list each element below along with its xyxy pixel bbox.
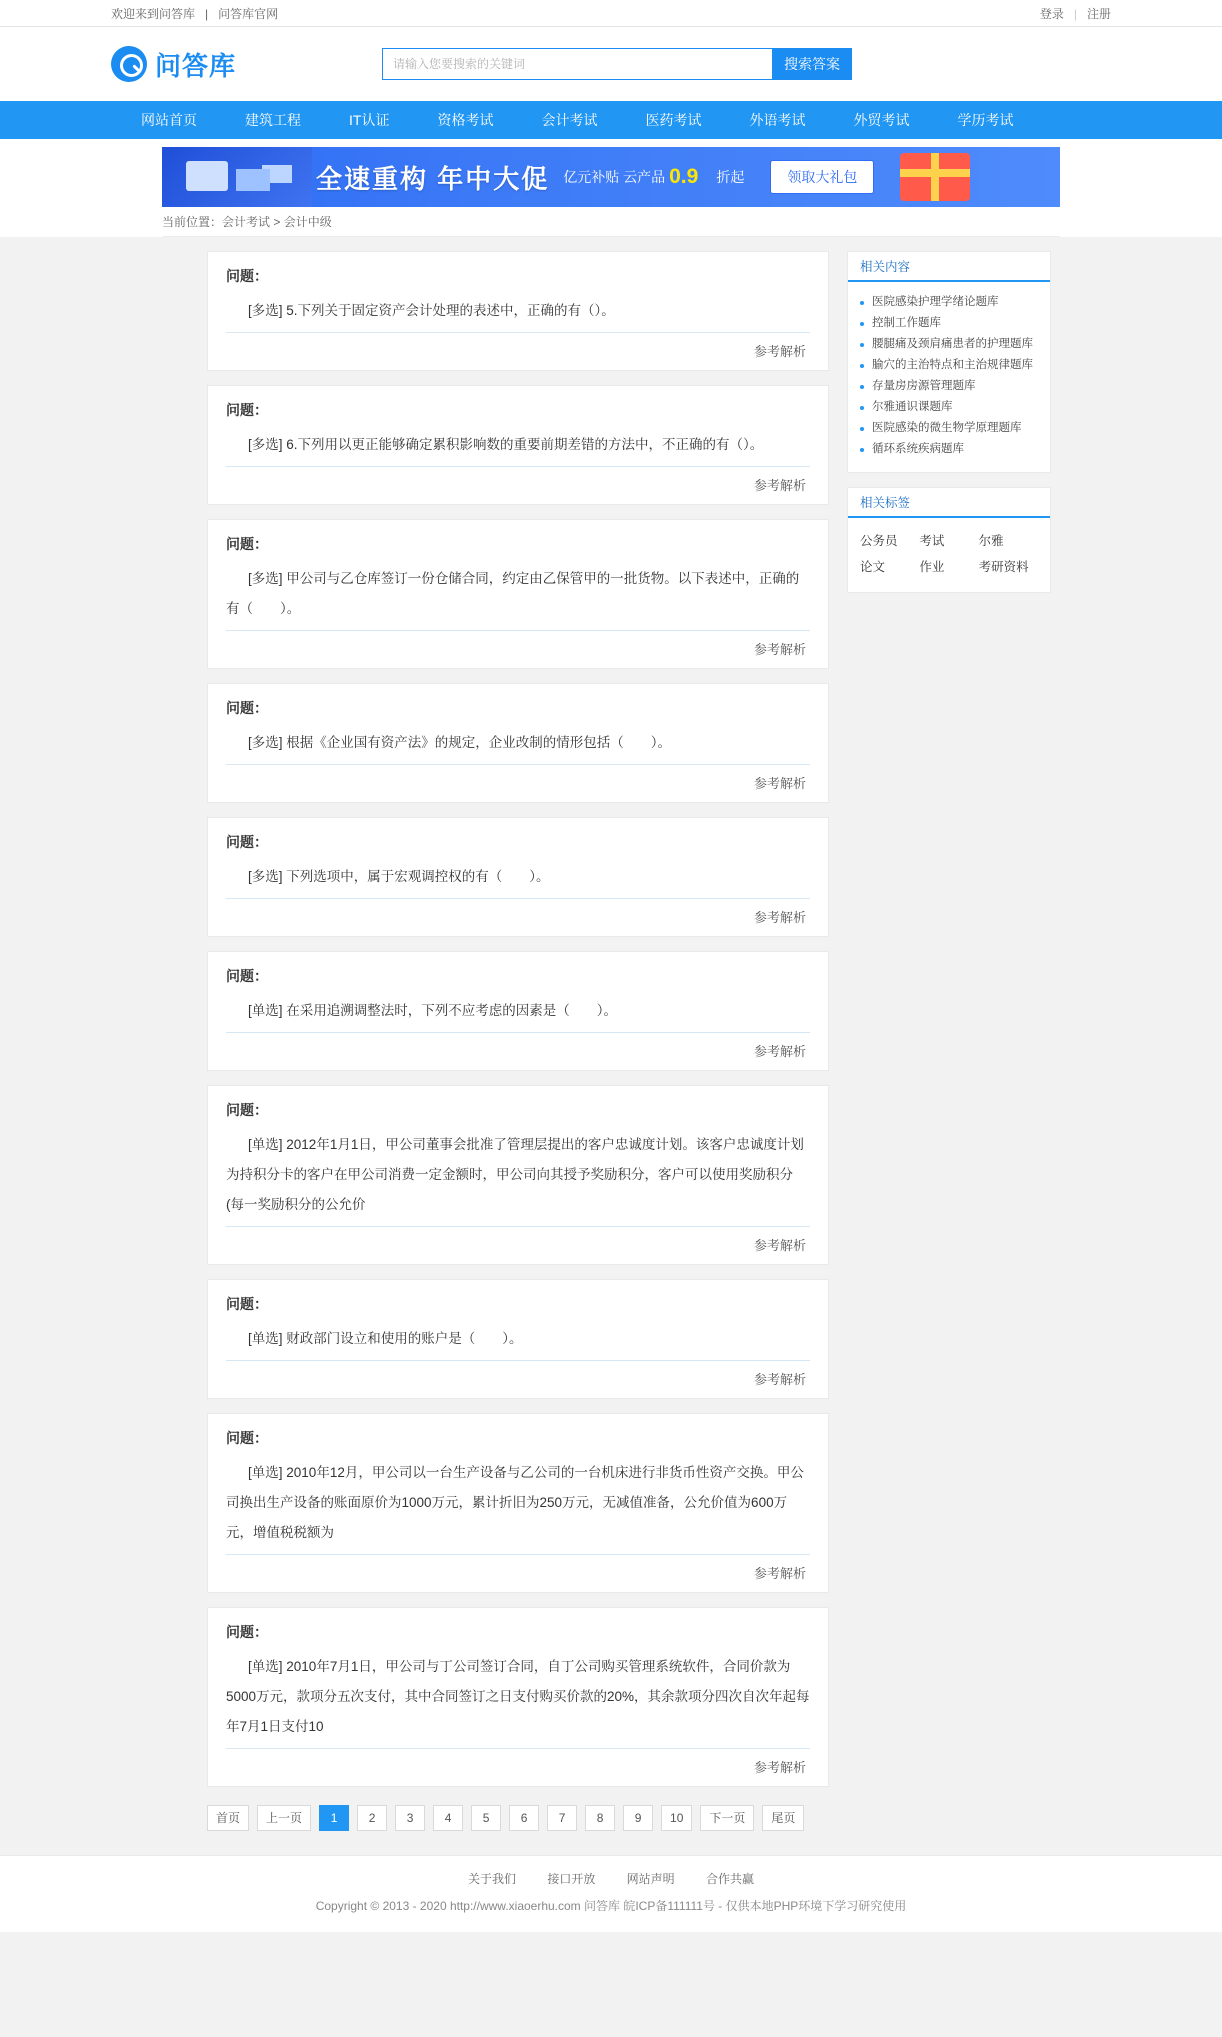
pagination-page-2[interactable]: 2 [357,1805,387,1831]
pagination-last[interactable]: 尾页 [762,1805,804,1831]
related-tags-list [848,518,1050,592]
question-footer [226,1033,810,1062]
question-text [226,1130,810,1227]
tag-item[interactable]: 论文 [860,560,886,574]
footer-links [0,1870,1222,1887]
question-footer [226,899,810,928]
nav-item-medical[interactable]: 医药考试 [645,112,702,128]
question-footer [226,333,810,362]
question-label: 问题： [226,700,268,716]
question-label: 问题： [226,1624,268,1640]
tag-item[interactable]: 作业 [919,560,945,574]
pagination-page-6[interactable]: 6 [509,1805,539,1831]
question-body: 根据《企业国有资产法》的规定，企业改制的情形包括（ ）。 [286,735,672,750]
view-analysis-link[interactable]: 参考解析 [753,1760,806,1775]
footer-link-cooperation[interactable]: 合作共赢 [706,1872,755,1886]
related-tags-panel [847,487,1051,593]
related-item[interactable]: 尔雅通识课题库 [860,397,1038,418]
related-item[interactable]: 腧穴的主治特点和主治规律题库 [860,355,1038,376]
question-footer [226,1749,810,1778]
view-analysis-link[interactable]: 参考解析 [753,344,806,359]
question-label: 问题： [226,1430,268,1446]
top-bar [0,0,1222,27]
question-footer [226,631,810,660]
question-card [207,817,829,937]
nav-item-foreign-trade[interactable]: 外贸考试 [853,112,910,128]
question-footer [226,467,810,496]
view-analysis-link[interactable]: 参考解析 [753,1044,806,1059]
question-type-tag: [单选] [248,1137,283,1152]
banner-title: 全速重构 年中大促 [316,163,550,194]
related-item[interactable]: 循环系统疾病题库 [860,439,1038,460]
question-label: 问题： [226,1296,268,1312]
pagination [207,1805,1061,1831]
top-bar-divider: | [205,6,209,21]
question-text [226,564,810,631]
tag-item[interactable]: 考研资料 [978,560,1029,574]
question-type-tag: [单选] [248,1331,283,1346]
question-body: 下列选项中，属于宏观调控权的有（ ）。 [286,869,550,884]
question-type-tag: [单选] [248,1465,283,1480]
nav-item-accounting[interactable]: 会计考试 [541,112,598,128]
pagination-next[interactable]: 下一页 [700,1805,754,1831]
question-card [207,519,829,669]
related-tags-title: 相关标签 [848,488,1050,518]
question-card [207,251,829,371]
related-item[interactable]: 医院感染的微生物学原理题库 [860,418,1038,439]
related-item[interactable]: 控制工作题库 [860,313,1038,334]
question-type-tag: [多选] [248,571,283,586]
view-analysis-link[interactable]: 参考解析 [753,776,806,791]
pagination-page-1[interactable]: 1 [319,1805,349,1831]
login-link[interactable]: 登录 [1039,7,1064,21]
banner-decoration [162,147,312,207]
gift-box-icon [900,153,970,201]
view-analysis-link[interactable]: 参考解析 [753,478,806,493]
breadcrumb-separator: > [270,215,284,229]
top-bar-right [1040,5,1111,22]
view-analysis-link[interactable]: 参考解析 [753,1372,806,1387]
question-label: 问题： [226,1102,268,1118]
pagination-page-3[interactable]: 3 [395,1805,425,1831]
page-content [161,237,1061,1801]
banner-cta-button[interactable]: 领取大礼包 [770,160,874,194]
pagination-prev[interactable]: 上一页 [257,1805,311,1831]
nav-item-construction[interactable]: 建筑工程 [245,112,301,128]
nav-item-home[interactable]: 网站首页 [141,112,197,128]
search-button[interactable]: 搜索答案 [772,48,852,80]
question-label: 问题： [226,402,268,418]
question-card [207,385,829,505]
pagination-page-8[interactable]: 8 [585,1805,615,1831]
question-footer [226,1227,810,1256]
promo-banner[interactable] [162,147,1060,207]
view-analysis-link[interactable]: 参考解析 [753,1566,806,1581]
pagination-page-9[interactable]: 9 [623,1805,653,1831]
footer-link-statement[interactable]: 网站声明 [626,1872,675,1886]
banner-discount: 0.9 [669,165,699,188]
breadcrumb-link-category[interactable]: 会计考试 [222,215,271,229]
related-item[interactable]: 存量房房源管理题库 [860,376,1038,397]
question-type-tag: [单选] [248,1659,283,1674]
question-body: 5.下列关于固定资产会计处理的表述中，正确的有（）。 [286,303,615,318]
tag-item[interactable]: 考试 [919,534,945,548]
question-card [207,1279,829,1399]
question-card [207,1085,829,1265]
question-footer [226,765,810,794]
question-type-tag: [多选] [248,869,283,884]
tag-item[interactable]: 公务员 [860,534,898,548]
tag-item[interactable]: 尔雅 [978,534,1004,548]
sidebar [847,251,1051,1801]
question-type-tag: [多选] [248,735,283,750]
question-body: 2010年12月，甲公司以一台生产设备与乙公司的一台机床进行非货币性资产交换。甲公司换出生产设备的账面原价为1000万元，累计折旧为250万元，无减值准备，公允价值为600万元，增值税税额为 [226,1465,804,1540]
question-label: 问题： [226,834,268,850]
question-text [226,430,810,467]
question-label: 问题： [226,268,268,284]
question-card [207,683,829,803]
pagination-first[interactable]: 首页 [207,1805,249,1831]
breadcrumb-link-subcategory[interactable]: 会计中级 [283,215,332,229]
question-type-tag: [多选] [248,303,283,318]
question-text [226,862,810,899]
question-text [226,1324,810,1361]
banner-content [312,153,1060,201]
nav-item-qualification[interactable]: 资格考试 [437,112,494,128]
question-body: 财政部门设立和使用的账户是（ ）。 [286,1331,523,1346]
main-nav [0,101,1222,139]
question-type-tag: [单选] [248,1003,283,1018]
view-analysis-link[interactable]: 参考解析 [753,642,806,657]
related-item[interactable]: 腰腿痛及颈肩痛患者的护理题库 [860,334,1038,355]
question-body: 在采用追溯调整法时，下列不应考虑的因素是（ ）。 [286,1003,618,1018]
site-name-text: 问答库官网 [218,7,279,21]
question-body: 2010年7月1日，甲公司与丁公司签订合同，自丁公司购买管理系统软件，合同价款为5000万元，款项分五次支付，其中合同签订之日支付购买价款的20%，其余款项分四次自次年起每年7月1日支付10 [226,1659,810,1734]
nav-item-education[interactable]: 学历考试 [957,112,1014,128]
breadcrumb [162,207,1060,237]
banner-discount-unit: 折起 [716,169,745,185]
question-card [207,1413,829,1593]
question-list [207,251,829,1801]
search-input[interactable] [382,48,772,80]
pagination-page-7[interactable]: 7 [547,1805,577,1831]
question-body: 甲公司与乙仓库签订一份仓储合同，约定由乙保管甲的一批货物。以下表述中，正确的有（ ）。 [226,571,800,616]
logo-text: 问答库 [155,50,237,81]
question-footer [226,1555,810,1584]
banner-zone [0,139,1222,207]
pagination-page-10[interactable]: 10 [661,1805,692,1831]
question-text [226,996,810,1033]
search-area [382,48,852,80]
welcome-text: 欢迎来到问答库 [111,7,196,21]
question-footer [226,1361,810,1390]
breadcrumb-prefix: 当前位置： [162,215,223,229]
breadcrumb-zone [0,207,1222,237]
nav-item-foreign-language[interactable]: 外语考试 [749,112,806,128]
question-type-tag: [多选] [248,437,283,452]
banner-subtitle: 亿元补贴 云产品 [563,169,666,185]
pagination-page-4[interactable]: 4 [433,1805,463,1831]
question-text [226,1652,810,1749]
question-label: 问题： [226,968,268,984]
site-footer [0,1855,1222,1932]
site-header [0,27,1222,101]
question-body: 2012年1月1日，甲公司董事会批准了管理层提出的客户忠诚度计划。该客户忠诚度计划为持积分卡的客户在甲公司消费一定金额时，甲公司向其授予奖励积分，客户可以使用奖励积分(每一奖励积分的公允价 [226,1137,804,1212]
related-content-list [848,282,1050,472]
footer-link-about[interactable]: 关于我们 [467,1872,516,1886]
question-body: 6.下列用以更正能够确定累积影响数的重要前期差错的方法中，不正确的有（）。 [286,437,764,452]
related-content-title: 相关内容 [848,252,1050,282]
top-bar-divider-2: | [1073,6,1077,21]
question-text [226,1458,810,1555]
view-analysis-link[interactable]: 参考解析 [753,910,806,925]
related-item[interactable]: 医院感染护理学绪论题库 [860,292,1038,313]
pagination-page-5[interactable]: 5 [471,1805,501,1831]
nav-item-it[interactable]: IT认证 [349,112,390,128]
related-content-panel [847,251,1051,473]
footer-link-api[interactable]: 接口开放 [547,1872,596,1886]
register-link[interactable]: 注册 [1086,7,1111,21]
question-card [207,1607,829,1787]
question-text [226,728,810,765]
magnifier-logo-icon [111,46,147,82]
question-text [226,296,810,333]
top-bar-left [111,5,278,22]
question-card [207,951,829,1071]
view-analysis-link[interactable]: 参考解析 [753,1238,806,1253]
question-label: 问题： [226,536,268,552]
footer-copyright: Copyright © 2013 - 2020 http://www.xiaoerhu.com 问答库 皖ICP备111111号 - 仅供本地PHP环境下学习研究使用 [315,1899,907,1913]
site-logo[interactable] [111,46,236,83]
